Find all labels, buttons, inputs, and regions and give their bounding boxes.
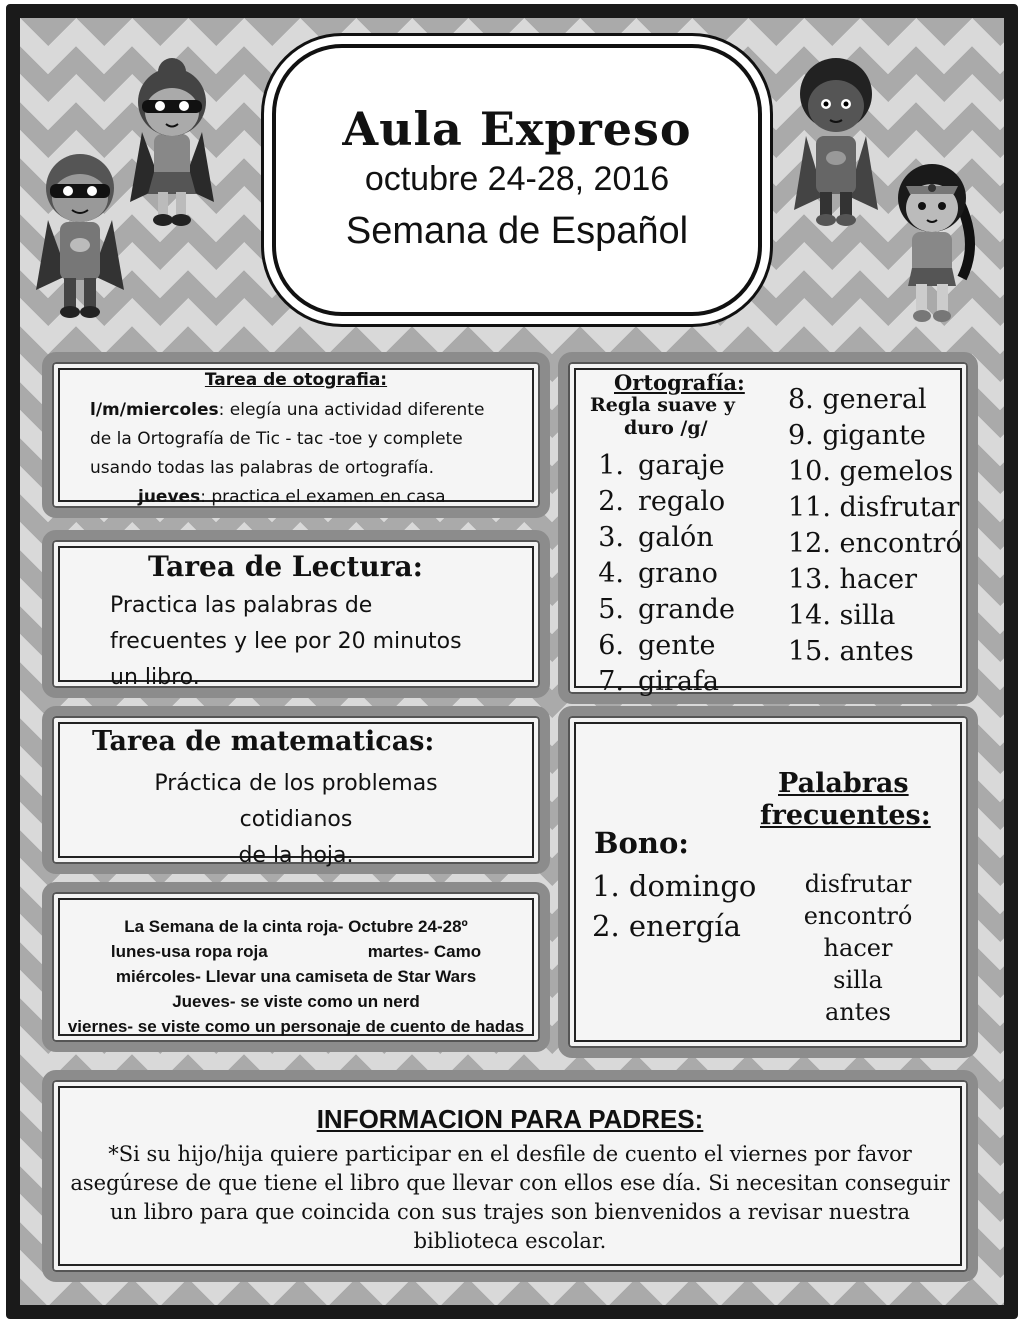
newsletter-week: Semana de Español — [345, 210, 689, 252]
list-item: encontró — [803, 902, 913, 930]
superhero-girl-tiara-icon — [882, 148, 982, 328]
spelling-homework-text: l/m/miercoles: elegía una actividad diferente de la Ortografía de Tic - tac -toe y complete usando todas las palabras de ortografía. jueves: practica el examen en casa — [90, 400, 485, 507]
spelling-rule-line1: Regla suave y — [590, 394, 735, 416]
parent-info-box — [42, 1070, 978, 1282]
parent-info-heading: INFORMACION PARA PADRES: — [316, 1104, 704, 1134]
list-item: hacer — [823, 934, 893, 962]
list-item: 4. grano — [598, 558, 718, 589]
spelling-rule-line2: duro /g/ — [624, 417, 708, 439]
superhero-boy-icon — [784, 50, 888, 230]
math-homework-heading: Tarea de matematicas: — [92, 726, 435, 757]
list-item: 5. grande — [598, 594, 735, 625]
list-item: 15. antes — [788, 636, 914, 667]
list-item: 7. girafa — [598, 666, 720, 697]
reading-homework-box — [42, 530, 550, 698]
spelling-list-right — [788, 382, 962, 670]
spelling-list-left — [582, 448, 735, 700]
list-item: 13. hacer — [788, 564, 918, 595]
parent-info-text: *Si su hijo/hija quiere participar en el desfile de cuento el viernes por favor asegúrese de que tiene el libro que llevar con ellos ese día. Si necesitan conseguir un libro para que coincida con sus trajes son bienvenidos a revisar nuestra biblioteca escolar. — [70, 1142, 950, 1253]
list-item: 1. garaje — [598, 450, 725, 481]
list-item: 2. regalo — [598, 486, 726, 517]
reading-homework-text: Practica las palabras de frecuentes y lee por 20 minutos un libro. — [110, 593, 462, 690]
list-item: 9. gigante — [788, 420, 926, 451]
spelling-words-box — [558, 352, 978, 704]
list-item: 8. general — [788, 384, 927, 415]
frequent-words-list — [788, 868, 928, 1028]
frequent-words-heading-2: frecuentes: — [760, 800, 931, 831]
math-homework-box — [42, 706, 550, 874]
reading-homework-heading: Tarea de Lectura: — [148, 550, 423, 583]
list-item: 12. encontró — [788, 528, 962, 559]
list-item: 6. gente — [598, 630, 716, 661]
spelling-homework-box — [42, 352, 550, 518]
list-item: 1. domingo — [592, 869, 757, 903]
newsletter-date: octubre 24-28, 2016 — [364, 160, 670, 198]
superhero-mask-girl-icon — [120, 52, 224, 228]
list-item: antes — [825, 998, 891, 1026]
list-item: silla — [833, 966, 883, 994]
superhero-mask-boy-icon — [28, 140, 132, 320]
red-ribbon-week-text: La Semana de la cinta roja- Octubre 24-28º lunes-usa ropa roja martes- Camo miércoles- Llevar una camiseta de Star Wars Jueves- se viste como un nerd viernes- se viste como un personaje de cuento de hadas — [67, 917, 525, 1036]
red-ribbon-week-box — [42, 882, 550, 1052]
title-plaque — [272, 44, 762, 316]
list-item: disfrutar — [804, 870, 912, 898]
bonus-heading: Bono: — [594, 826, 689, 860]
list-item: 10. gemelos — [788, 456, 954, 487]
list-item: 11. disfrutar — [788, 492, 960, 523]
math-homework-text: Práctica de los problemas cotidianos de la hoja. — [154, 771, 438, 868]
bonus-words — [592, 866, 756, 946]
list-item: 3. galón — [598, 522, 714, 553]
newsletter-title: Aula Expreso — [342, 102, 692, 156]
frequent-words-box — [558, 706, 978, 1058]
frequent-words-heading-1: Palabras — [778, 768, 909, 799]
spelling-words-heading: Ortografía: — [614, 370, 745, 395]
spelling-homework-heading: Tarea de otografia: — [204, 370, 388, 390]
list-item: 14. silla — [788, 600, 896, 631]
list-item: 2. energía — [592, 909, 741, 943]
